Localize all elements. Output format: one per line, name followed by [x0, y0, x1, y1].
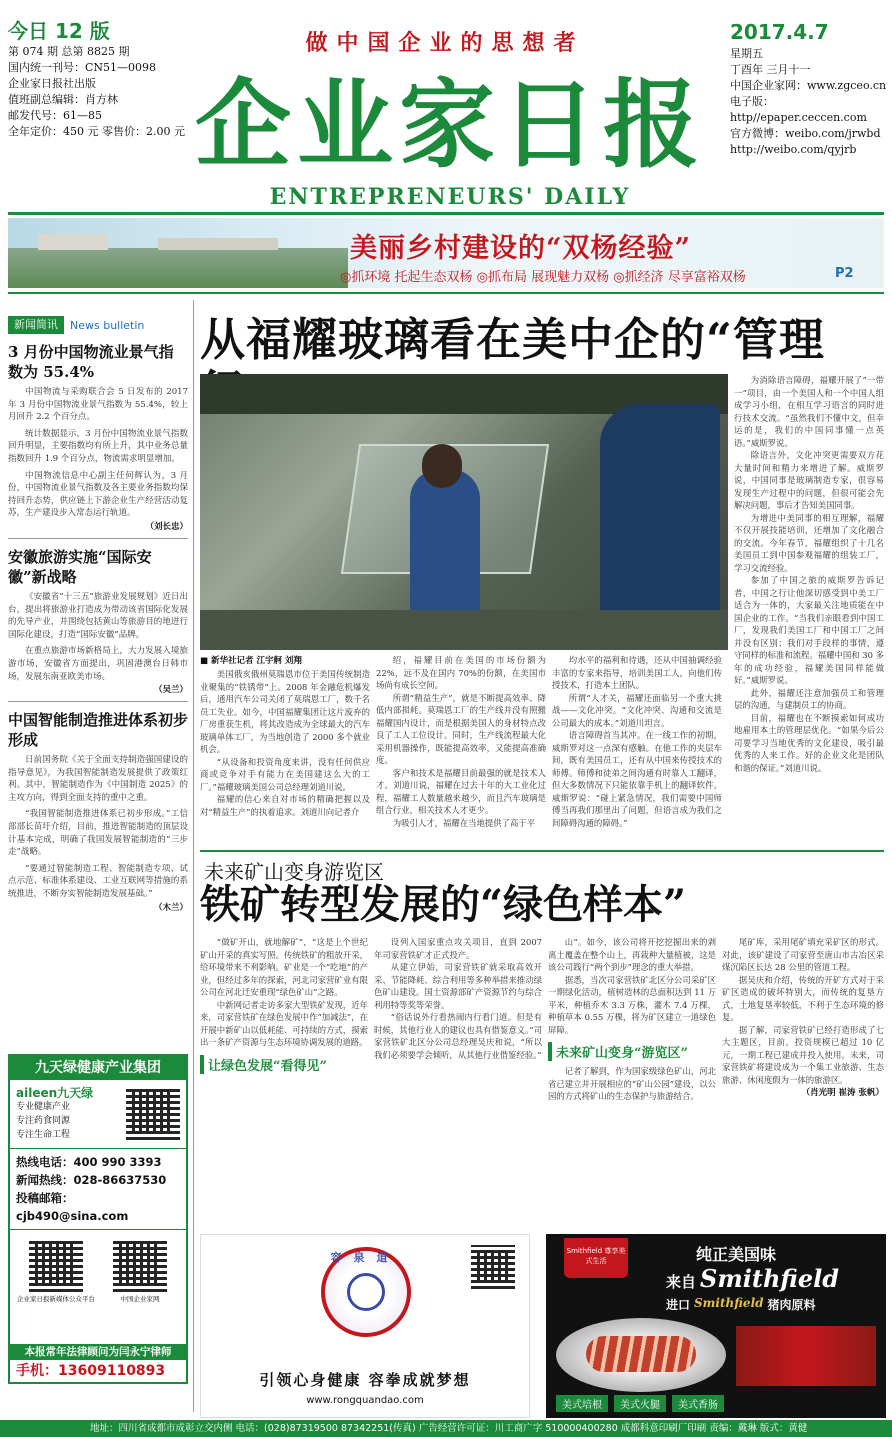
- second-para: 据吴庆和介绍，传统的开矿方式对于采矿区造成的破坏特别大，而传统的复垦方式，土地复垦率较低，不利于生态环境的修复。: [722, 974, 884, 1022]
- second-headline[interactable]: 铁矿转型发展的“绿色样本”: [200, 881, 687, 928]
- column-divider: [193, 300, 194, 1412]
- smithfield-logo-text: Smithfield: [700, 1264, 840, 1293]
- bulletin-para: 日前国务院《关于全面支持制造强国建设的指导意见》，为我国智能制造发展提供了政策红利。其中，智能制造作为《中国制造 2025》的主攻方向，得到全面支持的重中之重。: [8, 755, 188, 803]
- lead-para: 除语言外，文化冲突更需要双方花大量时间和精力来增进了解。威斯罗说，中国同事是玻璃制造专家，很容易发现生产过程中的问题，但很可能会先解决问题，事后才告知美国同事。: [734, 450, 884, 510]
- postal-code: 邮发代号：61—85: [8, 109, 102, 122]
- weibo-link[interactable]: 官方微博：weibo.com/jrwbd: [730, 127, 881, 140]
- hotline[interactable]: 热线电话：400 990 3393: [16, 1155, 162, 1169]
- lead-col-2: [376, 654, 546, 829]
- lead-para: 语言障碍首当其冲。在一线工作的初期，威斯罗对这一点深有感触。在他工作的夹层车间，既有美国员工，还有从中国来传授技术的师傅。师傅和徒弟之间沟通有时靠人工翻译，但大多数情况下只能依靠手机上的翻译软件。威斯罗说：“碰上紧急情况，我们需要中国师傅当再我们那里出了问题，但语言成为我们之间障碍沟通的障碍。”: [552, 730, 722, 828]
- masthead-left-info: [8, 18, 188, 140]
- masthead-rule: [8, 212, 884, 215]
- bulletin-article-2: [8, 547, 188, 695]
- news-hotline[interactable]: 新闻热线：028-86637530: [16, 1173, 167, 1187]
- lead-col-4: [734, 374, 884, 844]
- legal-advisor: 本报常年法律顾问为闫永宁律师: [10, 1344, 186, 1360]
- lead-col-3: [552, 654, 722, 829]
- news-bulletin-column: [8, 316, 188, 913]
- slogan: 做中国企业的思想者: [305, 30, 585, 56]
- smithfield-line2: 来自: [666, 1273, 697, 1291]
- rongquandao-slogan: 引领心身健康 容拳成就梦想: [259, 1371, 471, 1389]
- tag-cn: 新闻简讯: [8, 316, 64, 334]
- lead-para: 福耀的信心来自对市场的精确把握以及对“精益生产”的执着追求。刘道川向记者介: [200, 794, 370, 817]
- website-link[interactable]: 中国企业家网：www.zgceo.cn: [730, 79, 887, 92]
- bulletin-article-1: [8, 342, 188, 532]
- weibo-link-2[interactable]: http://weibo.com/qyjrb: [730, 143, 857, 156]
- product-label: 美式香肠: [672, 1395, 724, 1412]
- second-para: 记者了解到，作为国家级绿色矿山，河北省已建立并开展相应的“矿山公园”建设，以公园的方式将矿山的生态保护与旅游结合。: [548, 1066, 716, 1101]
- smithfield-line3b: 猪肉原料: [767, 1298, 816, 1312]
- product-label: 美式培根: [556, 1395, 608, 1412]
- smithfield-ad[interactable]: [546, 1234, 886, 1418]
- section-rule: [200, 850, 884, 852]
- footer-bar: 地址：四川省成都市成彰立交内侧 电话：(028)87319500 87342251(传真) 广告经营许可证：川工商广字 510000400280 成都科意印刷厂印刷 责编：戴琳 版式：黄健: [0, 1420, 892, 1437]
- second-para: “做矿开山，就地解矿”，“这是上个世纪矿山开采的真实写照。传统铁矿的粗放开采，给环境带来不利影响。矿业是一个“吃地”的产业，但经过多年的探索，河北司家营矿业有限公司在河北迁安重现“绿色矿山”之路。: [200, 937, 368, 997]
- lead-headline[interactable]: 从福耀玻璃看在美中企的“管理: [200, 313, 825, 366]
- second-col-2: [374, 936, 542, 1228]
- second-para: 从建立伊始，司家营铁矿就采取高效开采、节能降耗、综合利用等多种举措来推动绿色矿山建设。国土资源部矿产资源节约与综合利用特等奖等荣誉。: [374, 962, 542, 1010]
- lead-col-1: [200, 668, 370, 818]
- banner-subtitle: ◎抓环境 托起生态双杨 ◎抓布局 展现魅力双杨 ◎抓经济 尽享富裕双杨: [340, 270, 746, 285]
- lead-para: 目前，福耀也在不断摸索如何成功地雇用本土的管理层优化。“如果今后公司要学习当地优秀的文化建设，吸引最优秀的人来工作。好的企业文化是团队和谐的保证。”刘道川说。: [734, 712, 884, 773]
- banner-title[interactable]: 美丽乡村建设的“双杨经验”: [350, 233, 692, 264]
- second-col-1: [200, 936, 368, 1228]
- rongquandao-brand: 容泉道: [330, 1251, 400, 1264]
- second-col-4: [722, 936, 884, 1228]
- promo-line: 专注生命工程: [16, 1130, 71, 1140]
- product-label: 美式火腿: [614, 1395, 666, 1412]
- lead-para: 为吸引人才，福耀在当地提供了高于平: [392, 817, 536, 828]
- masthead-english: ENTREPRENEURS' DAILY: [269, 184, 631, 210]
- second-para: 据了解，司家营铁矿已经打造形成了七大主题区，目前，投资规模已超过 10 亿元，一期工程已建成并投入使用。未来，司家营铁矿将建设成为一个集工业旅游、生态旅游、休闲度假为一体的旅游区。: [722, 1024, 884, 1085]
- lead-para: 绍，福耀目前在美国的市场份额为 22%，远不及在国内 70%的份额，在美国市场尚有成长空间。: [376, 655, 546, 690]
- banner-page-ref[interactable]: P2: [835, 266, 854, 281]
- smithfield-line3: 进口: [666, 1298, 691, 1312]
- promo-brand: aileen九天绿: [16, 1086, 94, 1100]
- lunar-date: 丁酉年 三月十一: [730, 63, 811, 76]
- divider: [8, 701, 188, 702]
- divider: [8, 538, 188, 539]
- lead-para: 客户和技术是福耀目前最强的就是技术人才。刘道川说，福耀在过去十年的大工业化过程，福耀工人数量越来越少，而且汽车玻璃是组合行业，相关技术人才更少。: [376, 767, 546, 815]
- second-worker-figure: [600, 404, 720, 644]
- second-kicker: 未来矿山变身游览区: [204, 860, 384, 884]
- promo-line: 专业健康产业: [16, 1102, 71, 1112]
- masthead-title: 企业家日报: [195, 68, 705, 181]
- publisher-info: 企业家日报社出版: [8, 77, 96, 90]
- submission-email[interactable]: 投稿邮箱：cjb490@sina.com: [16, 1191, 129, 1223]
- smithfield-brand-inline: Smithfield: [694, 1296, 764, 1310]
- lead-para: “从设备和投资角度来讲，没有任何供应商或竞争对手有能力在美国建这么大的工厂。”福耀玻璃美国公司总经理刘道川说。: [200, 756, 370, 792]
- second-para: 尾矿库，采用尾矿填充采矿区的形式。对此，该矿建设了司家营至唐山市古冶区采煤沉陷区长达 28 公里的管道工程。: [722, 937, 884, 972]
- legal-mobile[interactable]: 手机：13609110893: [16, 1363, 166, 1379]
- ad-qr-code[interactable]: [471, 1245, 515, 1289]
- promo-title: 九天绿健康产业集团: [10, 1056, 186, 1080]
- smithfield-line1: 纯正美国味: [696, 1245, 777, 1264]
- worker-head: [422, 444, 462, 488]
- bulletin-byline: （吴兰）: [153, 685, 188, 696]
- photo-caption: ■ 新华社记者 江宇舸 刘翔: [200, 656, 302, 666]
- lead-para: 为增进中美同事的相互理解，福耀不仅开展技能培训，还增加了文化融合的交流。今年春节，福耀组织了十几名美国员工到中国参观福耀的组装工厂，学习交流经验。: [734, 512, 884, 573]
- lead-para: 为消除语言障碍，福耀开展了“一带一”项目，由一个美国人和一个中国人组成学习小组，在相互学习语言的同时进行技术交流。“虽然我们不懂中文，但幸运的是，我们的中国同事懂一点英语。”威斯罗说。: [734, 375, 884, 448]
- second-para: 据悉，当次司家营铁矿北区分公司采矿区一期绿化活动，植树造林的总面积达到 11 万平米，种植乔木 3.3 万株，灌木 7.4 万棵，种植草本 0.55 万棵，将为矿区建立一道绿色屏障。: [548, 974, 716, 1035]
- edition-label: 今日 12 版: [8, 19, 110, 43]
- product-packs-image: [736, 1326, 876, 1386]
- promo-box: [8, 1054, 188, 1384]
- bulletin-article-3: [8, 710, 188, 913]
- second-para: 设列入国家重点攻关项目，直到 2007 年司家营铁矿才正式投产。: [374, 937, 542, 960]
- second-col-3: [548, 936, 716, 1228]
- bulletin-para: 中国物流与采购联合会 5 日发布的 2017 年 3 月份中国物流业景气指数为 55.4%，较上月回升 2.2 个百分点。: [8, 387, 188, 423]
- bulletin-para: 《安徽省“十三五”旅游业发展规划》近日出台，提出将旅游业打造成为带动该省国际化发展的先导产业，并围绕包括黄山等旅游目的地进行国际化建设，打造“国际安徽”品牌。: [8, 591, 188, 640]
- second-para: “俗话说外行看热闹内行看门道。但是有时候，其他行业人的建议也具有借鉴意义。”司家营铁矿北区分公司总经理吴庆和说，“所以我们必须要学会倾听，从其他行业借鉴经验。”: [374, 1012, 542, 1060]
- banner-village-image: [8, 248, 348, 288]
- bulletin-byline: （刘长忠）: [145, 521, 188, 532]
- bulletin-para: 在重点旅游市场新格局上，大力发展入境旅游市场，安徽省方面提出，巩固港澳台日韩市场，发展东南亚欧美市场。: [8, 646, 188, 682]
- tag-en: News bulletin: [70, 318, 145, 332]
- bulletin-para: “我国智能制造推进体系已初步形成。”工信部部长苗圩介绍，目前，推进智能制造的顶层设计基本完成，明确了我国发展智能制造的“三步走”战略。: [8, 809, 188, 858]
- masthead-right-info: [730, 18, 890, 158]
- bulletin-para: “要通过智能制造工程、智能制造专项、试点示范、标准体系建设、工业互联网等措施的系统推进，不断夯实智能制造发展基础。”: [8, 863, 188, 900]
- bulletin-para: 统计数据显示，3 月份中国物流业景气指数回升明显，主要指数均有所上升，其中业务总量指数回升 1.9 个百分点，物流需求明显增加。: [8, 428, 188, 464]
- bulletin-byline: （木兰）: [153, 902, 188, 913]
- lead-para: 此外，福耀还注意加强员工和管理层的沟通，与建制员工的协商。: [734, 687, 884, 710]
- banner-rule: [8, 292, 884, 294]
- bulletin-para: 中国物流信息中心副主任何辉认为，3 月份，中国物流业景气指数及各主要业务指数均保持回升态势，供应链上下游企业生产经营活动复苏，生产建设步入常态运行轨道。: [8, 470, 188, 519]
- smithfield-badge: Smithfield 尊享美式生活: [564, 1238, 628, 1278]
- promo-line: 专注药食同源: [16, 1116, 71, 1126]
- second-byline: （肖光明 崔涛 张帆）: [801, 1088, 884, 1098]
- news-bulletin-tag: [8, 316, 188, 334]
- epaper-link[interactable]: 电子版：http//epaper.ceccen.com: [730, 95, 867, 124]
- bulletin-title[interactable]: 安徽旅游实施“国际安徽”新战略: [8, 547, 152, 586]
- lead-para: 所谓“精益生产”，就是不断提高效率、降低内部损耗。莫瑞恩工厂的生产线并没有照搬福耀国内设计，而是根据美国人的身材特点改良了工人工位设计。同时，生产线流程最大化采用机器操作，既能提高效率，又能提高准确度。: [376, 692, 546, 765]
- wechat-qr-code[interactable]: [29, 1238, 83, 1292]
- website-qr-code[interactable]: [113, 1238, 167, 1292]
- price-info: 全年定价：450 元 零售价：2.00 元: [8, 125, 185, 138]
- second-subhead: 未来矿山变身“游览区”: [548, 1042, 716, 1061]
- qr-label: 企业家日报新媒体公众平台: [17, 1295, 95, 1303]
- qr-label: 中国企业家网: [120, 1295, 160, 1303]
- rongquandao-ad[interactable]: [200, 1234, 530, 1418]
- food-plate-image: [556, 1318, 726, 1392]
- lead-photo[interactable]: [200, 374, 728, 650]
- rongquandao-url[interactable]: www.rongquandao.com: [306, 1395, 424, 1406]
- editor-info: 值班副总编辑：肖方林: [8, 93, 118, 106]
- second-para: 中新网记者走访多家大型铁矿发现，近年来，司家营铁矿在绿色发展中作“加减法”，在开展中新矿山以低耗能、可持续的方式，摸索出一条矿产资源与生态环境协调发展的道路。: [200, 999, 368, 1047]
- second-subhead: 让绿色发展“看得见”: [200, 1055, 368, 1074]
- issn-info: 国内统一刊号：CN51—0098: [8, 61, 157, 74]
- worker-figure: [410, 469, 480, 619]
- issue-info: 第 074 期 总第 8825 期: [8, 45, 130, 58]
- lead-para: 美国俄亥俄州莫瑞恩市位于美国传统制造业聚集的“铁锈带”上。2008 年金融危机爆发后，通用汽车公司关闭了莫瑞恩工厂，数千名员工失业。如今，中国福耀集团让这片废弃的厂房重获生机，将其改造成为全球最大的汽车玻璃单体工厂，为当地创造了 2000 多个就业机会。: [200, 669, 370, 754]
- promo-qr-code[interactable]: [126, 1086, 180, 1140]
- bulletin-title[interactable]: 3 月份中国物流业景气指数为 55.4%: [8, 343, 174, 381]
- second-para: 山”。如今，该公司将开挖挖掘出来的剥离土覆盖在整个山上，再栽种大量植被，这是该公司践行“两个到步”理念的重大举措。: [548, 937, 716, 972]
- issue-date: 2017.4.7: [730, 20, 829, 44]
- lead-para: 参加了中国之旅的威斯罗告诉记者，中国之行让他深切感受到中美工厂适合为一体的，大家最关注地质能在中国企业的工作。“当我们亲眼看到中国工厂，发现我们美国工厂和中国工厂之间并没有区别；我们对手段样的事情，遵守同样的标准和流程。福耀中国和 30 多年的成功经验，福耀美国同样能做好。”威斯罗说。: [734, 575, 884, 685]
- lead-para: 均水平的福利和待遇，还从中国抽调经验丰富的专家来指导，培训美国工人，向他们传授技术，打造本土团队。: [552, 655, 722, 690]
- lead-para: 所谓“人才关，福耀还面临另一个重大挑战——文化冲突。“文化冲突、沟通和交流是公司最大的成本。”刘道川坦言。: [552, 692, 722, 728]
- weekday: 星期五: [730, 47, 763, 60]
- bulletin-title[interactable]: 中国智能制造推进体系初步形成: [8, 711, 189, 750]
